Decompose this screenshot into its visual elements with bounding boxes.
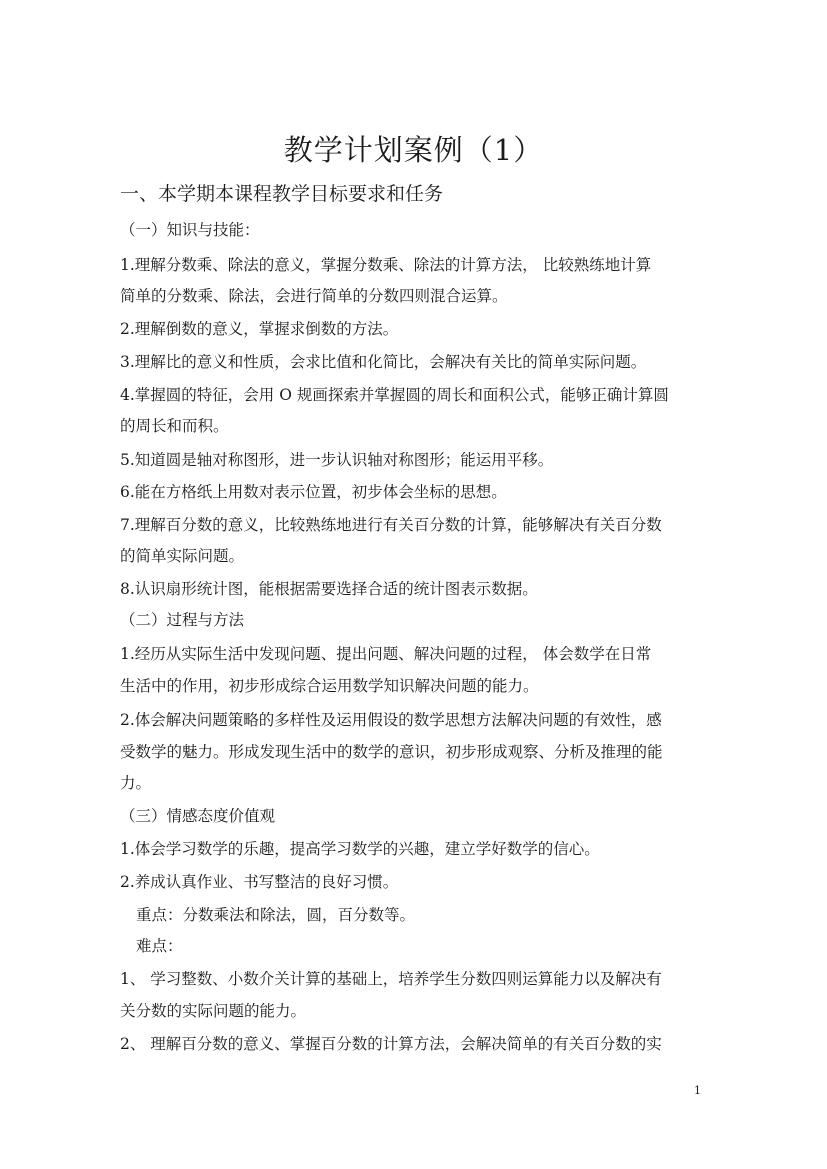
document-title: 教学计划案例（1）: [283, 133, 544, 167]
section-heading: 一、本学期本课程教学目标要求和任务: [120, 183, 444, 205]
body-line: 简单的分数乘、除法，会进行简单的分数四则混合运算。: [120, 287, 508, 305]
body-line: 的周长和而积。: [120, 417, 229, 435]
difficulties-label: 难点：: [136, 937, 183, 955]
body-line: 1、 学习整数、小数介关计算的基础上，培养学生分数四则运算能力以及解决有: [120, 970, 662, 988]
page-number: 1: [694, 1084, 701, 1097]
body-line: 受数学的魅力。形成发现生活中的数学的意识，初步形成观察、分析及推理的能: [120, 743, 663, 761]
body-line: 力。: [120, 774, 152, 792]
body-line: 2.理解倒数的意义，掌握求倒数的方法。: [120, 320, 399, 338]
body-line: 生活中的作用，初步形成综合运用数学知识解决问题的能力。: [120, 677, 539, 695]
body-line: 7.理解百分数的意义，比较熟练地进行有关百分数的计算，能够解决有关百分数: [120, 516, 662, 534]
body-line: 4.掌握圆的特征，会用 O 规画探索并掌握圆的周长和面积公式，能够正确计算圆: [120, 386, 669, 404]
body-line: 6.能在方格纸上用数对表示位置，初步体会坐标的思想。: [120, 483, 507, 501]
body-line: 的简单实际问题。: [120, 547, 245, 565]
body-line: 2、 理解百分数的意义、掌握百分数的计算方法，会解决简单的有关百分数的实: [120, 1035, 662, 1053]
body-line: 关分数的实际问题的能力。: [120, 1002, 307, 1020]
body-line: 2.体会解决问题策略的多样性及运用假设的数学思想方法解决问题的有效性，感: [120, 711, 662, 729]
key-points-line: 重点：分数乘法和除法，圆，百分数等。: [136, 906, 416, 924]
body-line: 8.认识扇形统计图，能根据需要选择合适的统计图表示数据。: [120, 580, 538, 598]
body-line: 3.理解比的意义和性质，会求比值和化简比，会解决有关比的简单实际问题。: [120, 353, 647, 371]
body-line: 2.养成认真作业、书写整洁的良好习惯。: [120, 873, 399, 891]
subsection-heading: （一）知识与技能：: [120, 221, 260, 239]
subsection-heading: （二）过程与方法: [120, 611, 245, 629]
body-line: 1.理解分数乘、除法的意义，掌握分数乘、除法的计算方法， 比较熟练地计算: [120, 256, 652, 274]
subsection-heading: （三）情感态度价值观: [120, 807, 276, 825]
body-line: 1.体会学习数学的乐趣，提高学习数学的兴趣，建立学好数学的信心。: [120, 840, 600, 858]
body-line: 5.知道圆是轴对称图形，进一步认识轴对称图形；能运用平移。: [120, 451, 554, 469]
body-line: 1.经历从实际生活中发现问题、提出问题、解决问题的过程， 体会数学在日常: [120, 645, 652, 663]
